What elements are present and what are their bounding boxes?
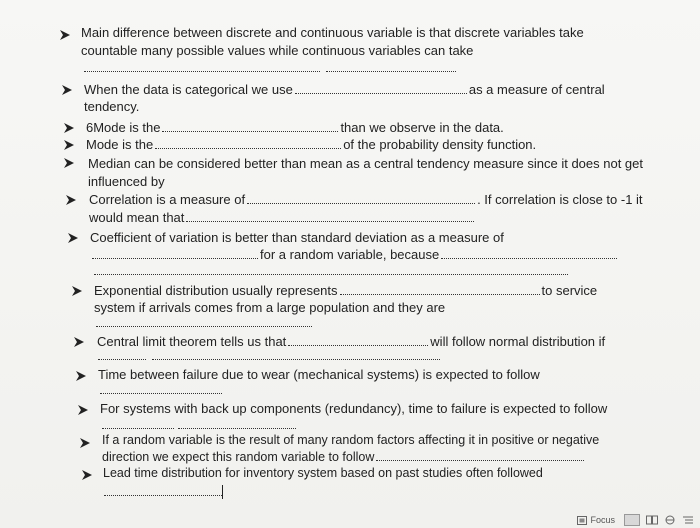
focus-icon bbox=[577, 516, 587, 525]
question-4: Mode is the of the probability density function. bbox=[86, 137, 537, 152]
blank-line[interactable] bbox=[247, 192, 475, 204]
blank-line[interactable] bbox=[155, 137, 341, 149]
blank-line[interactable] bbox=[376, 449, 584, 461]
bullet-arrow-icon bbox=[80, 468, 94, 482]
question-10: Time between failure due to wear (mechanical systems) is expected to follow bbox=[98, 367, 540, 382]
question-8-line-1: Exponential distribution usually represents to service bbox=[94, 283, 598, 298]
blank-line[interactable] bbox=[162, 120, 338, 132]
blank-line[interactable] bbox=[441, 247, 617, 259]
blank-line[interactable] bbox=[92, 247, 258, 259]
bullet-arrow-icon bbox=[62, 138, 76, 152]
read-mode-icon[interactable] bbox=[646, 515, 658, 525]
blank-line[interactable] bbox=[178, 427, 296, 429]
blank-line[interactable] bbox=[186, 210, 474, 222]
bullet-arrow-icon bbox=[64, 193, 78, 207]
blank-line[interactable] bbox=[84, 70, 320, 72]
blank-line[interactable] bbox=[104, 494, 222, 496]
blank-line[interactable] bbox=[152, 358, 440, 360]
bullet-arrow-icon bbox=[62, 121, 76, 135]
blank-line[interactable] bbox=[295, 82, 467, 94]
blank-line[interactable] bbox=[102, 427, 174, 429]
blank-line[interactable] bbox=[96, 325, 312, 327]
question-7-line-2: for a random variable, because bbox=[90, 246, 619, 263]
question-1-line-2: countable many possible values while continuous variables can take bbox=[81, 43, 474, 58]
bullet-arrow-icon bbox=[74, 369, 88, 383]
blank-line[interactable] bbox=[288, 334, 428, 346]
question-5-line-2: influenced by bbox=[88, 174, 165, 189]
question-11: For systems with back up components (redundancy), time to failure is expected to follow bbox=[100, 401, 608, 416]
bullet-arrow-icon bbox=[62, 156, 76, 170]
bullet-arrow-icon bbox=[70, 284, 84, 298]
question-13: Lead time distribution for inventory system based on past studies often followed bbox=[103, 466, 543, 480]
question-5-line-1: Median can be considered better than mean as a central tendency measure since it does not get bbox=[88, 156, 644, 171]
question-8-line-2: system if arrivals comes from a large population and they are bbox=[94, 300, 446, 315]
question-12-line-1: If a random variable is the result of many random factors affecting it in positive or negative bbox=[102, 433, 600, 447]
print-layout-icon[interactable] bbox=[624, 514, 640, 526]
focus-label: Focus bbox=[590, 515, 615, 525]
question-1-line-1: Main difference between discrete and continuous variable is that discrete variables take bbox=[81, 25, 584, 40]
question-3: 6Mode is the than we observe in the data. bbox=[86, 120, 504, 135]
question-12-line-2: direction we expect this random variable to follow bbox=[102, 449, 586, 466]
bullet-arrow-icon bbox=[66, 231, 80, 245]
blank-line[interactable] bbox=[94, 273, 568, 275]
question-2-line-1: When the data is categorical we use as a measure of central bbox=[84, 82, 605, 97]
focus-button[interactable] bbox=[574, 515, 618, 525]
blank-line[interactable] bbox=[326, 70, 456, 72]
text-cursor bbox=[222, 485, 223, 499]
blank-line[interactable] bbox=[100, 392, 222, 394]
question-9-line-1: Central limit theorem tells us that will follow normal distribution if bbox=[97, 334, 606, 349]
question-2-line-2: tendency. bbox=[84, 99, 140, 114]
bullet-arrow-icon bbox=[78, 436, 92, 450]
outline-icon[interactable] bbox=[682, 515, 694, 525]
question-6-line-2: would mean that bbox=[89, 209, 476, 226]
bullet-arrow-icon bbox=[76, 403, 90, 417]
blank-line[interactable] bbox=[98, 358, 146, 360]
status-bar bbox=[574, 512, 700, 528]
bullet-arrow-icon bbox=[58, 28, 72, 42]
bullet-arrow-icon bbox=[72, 335, 86, 349]
question-6-line-1: Correlation is a measure of . If correlation is close to -1 it bbox=[89, 192, 643, 207]
question-7-line-1: Coefficient of variation is better than standard deviation as a measure of bbox=[90, 230, 504, 245]
bullet-arrow-icon bbox=[60, 83, 74, 97]
web-layout-icon[interactable] bbox=[664, 515, 676, 525]
blank-line[interactable] bbox=[340, 283, 540, 295]
